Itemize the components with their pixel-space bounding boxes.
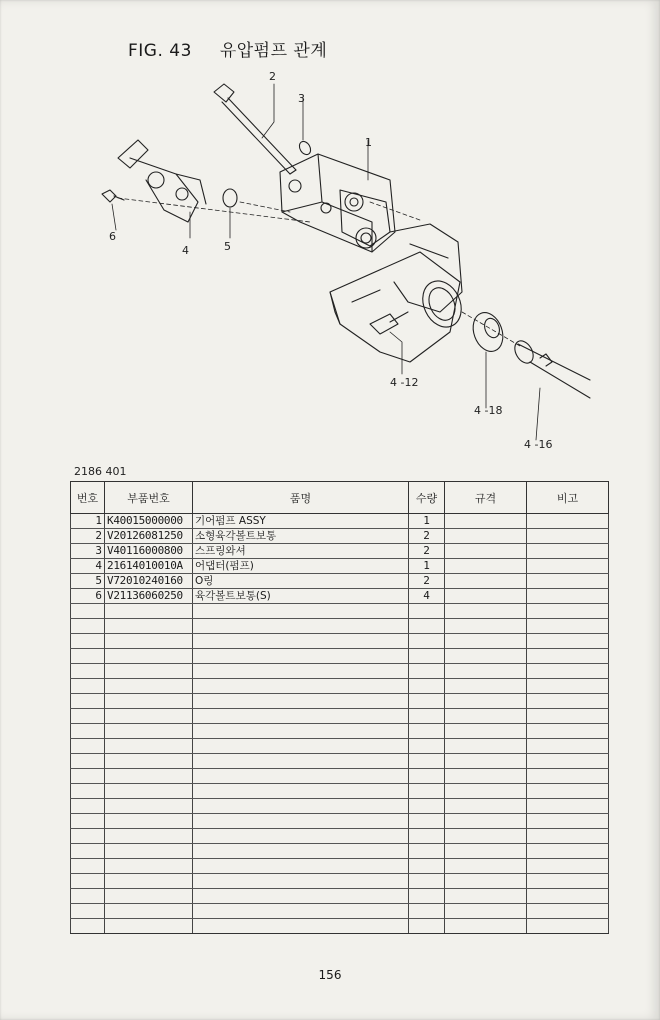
cell-spec [445,649,527,664]
cell-qty [409,769,445,784]
cell-spec [445,754,527,769]
cell-part [105,844,193,859]
cell-no [71,679,105,694]
table-row [71,874,609,889]
cell-part [105,919,193,934]
cell-qty [409,844,445,859]
table-row [71,829,609,844]
cell-no [71,919,105,934]
cell-name [193,649,409,664]
cell-note [527,844,609,859]
parts-table-body [71,514,609,934]
cell-name [193,724,409,739]
cell-spec [445,604,527,619]
callout-3: 3 [298,92,305,105]
cell-spec [445,919,527,934]
cell-no: 1 [71,514,105,529]
table-row [71,754,609,769]
cell-part [105,784,193,799]
cell-spec [445,544,527,559]
cell-note [527,919,609,934]
cell-spec [445,829,527,844]
cell-qty: 1 [409,514,445,529]
cell-spec [445,904,527,919]
exploded-parts-diagram [90,62,600,462]
cell-no [71,814,105,829]
figure-caption: 유압펌프 관계 [219,41,328,61]
callout-4-18: 4 -18 [474,404,503,417]
cell-name [193,604,409,619]
cell-part: 21614010010A [105,559,193,574]
table-row [71,589,609,604]
cell-qty [409,919,445,934]
cell-no [71,709,105,724]
document-code: 2186 401 [74,465,127,478]
cell-part [105,889,193,904]
table-row [71,514,609,529]
cell-part: V20126081250 [105,529,193,544]
cell-no [71,874,105,889]
cell-part [105,709,193,724]
table-row [71,709,609,724]
cell-note [527,559,609,574]
cell-spec [445,559,527,574]
cell-part [105,769,193,784]
cell-spec [445,679,527,694]
cell-spec [445,634,527,649]
cell-qty [409,604,445,619]
cell-no: 2 [71,529,105,544]
cell-name [193,769,409,784]
cell-name [193,784,409,799]
cell-name: O링 [193,574,409,589]
cell-note [527,814,609,829]
cell-name [193,619,409,634]
cell-part: V40116000800 [105,544,193,559]
table-header-row [71,482,609,514]
cell-qty [409,619,445,634]
cell-name [193,859,409,874]
table-row [71,889,609,904]
cell-qty: 2 [409,574,445,589]
figure-title [128,36,327,61]
cell-name [193,889,409,904]
cell-note [527,709,609,724]
cell-name [193,679,409,694]
table-row [71,544,609,559]
cell-part: V21136060250 [105,589,193,604]
cell-no [71,694,105,709]
cell-part [105,694,193,709]
cell-qty [409,694,445,709]
cell-name [193,739,409,754]
figure-number: FIG. 43 [128,41,192,61]
cell-note [527,664,609,679]
hose-drawing [511,338,590,398]
cell-name: 어댑터(펌프) [193,559,409,574]
cell-spec [445,664,527,679]
cell-part [105,739,193,754]
cell-name [193,844,409,859]
cell-part [105,904,193,919]
table-row [71,604,609,619]
cell-note [527,859,609,874]
cell-no [71,889,105,904]
cell-name [193,919,409,934]
cell-no [71,739,105,754]
table-row [71,664,609,679]
cell-spec [445,874,527,889]
cell-note [527,649,609,664]
cell-part [105,679,193,694]
callout-1: 1 [365,136,372,149]
cell-note [527,544,609,559]
cell-spec [445,844,527,859]
table-row [71,529,609,544]
cell-note [527,529,609,544]
cell-spec [445,739,527,754]
cell-name [193,709,409,724]
cell-no [71,859,105,874]
cell-part: V72010240160 [105,574,193,589]
cell-no [71,904,105,919]
cell-name [193,634,409,649]
cell-note [527,874,609,889]
cell-no [71,769,105,784]
cell-note [527,694,609,709]
cell-no: 3 [71,544,105,559]
adapter-housing-drawing [390,224,468,333]
table-row [71,844,609,859]
cell-qty [409,634,445,649]
cell-part [105,814,193,829]
cell-note [527,829,609,844]
table-row [71,784,609,799]
cell-note [527,589,609,604]
header-part-number: 부품번호 [105,482,193,514]
cell-spec [445,814,527,829]
cell-note [527,799,609,814]
flange-adapter-drawing [118,140,206,222]
cell-qty: 2 [409,529,445,544]
cell-part [105,754,193,769]
spring-washer-drawing [297,139,313,156]
callout-leaders [112,84,540,440]
cell-spec [445,784,527,799]
cell-note [527,679,609,694]
bracket-drawing [330,252,460,362]
cell-note [527,904,609,919]
cell-part [105,859,193,874]
cell-no: 4 [71,559,105,574]
cell-spec [445,799,527,814]
callout-2: 2 [269,70,276,83]
cell-qty [409,904,445,919]
gear-pump-drawing [280,154,395,252]
cell-name: 육각볼트보통(S) [193,589,409,604]
cell-spec [445,859,527,874]
cell-note [527,619,609,634]
cell-qty [409,784,445,799]
cell-qty [409,724,445,739]
cell-note [527,769,609,784]
table-row [71,724,609,739]
cell-no [71,829,105,844]
cell-no [71,664,105,679]
cell-qty: 1 [409,559,445,574]
cell-spec [445,574,527,589]
table-row [71,574,609,589]
long-bolt-drawing [214,84,296,174]
cell-no: 5 [71,574,105,589]
cell-name [193,904,409,919]
cell-name: 소형육각볼트보통 [193,529,409,544]
table-row [71,694,609,709]
cell-qty [409,814,445,829]
cell-qty [409,709,445,724]
cell-name [193,814,409,829]
cell-part [105,664,193,679]
cell-part [105,724,193,739]
table-row [71,904,609,919]
table-row [71,814,609,829]
table-row [71,919,609,934]
cell-part [105,619,193,634]
cell-qty [409,889,445,904]
cell-no [71,799,105,814]
table-row [71,859,609,874]
cell-note [527,574,609,589]
table-row [71,619,609,634]
parts-list-table [70,481,609,934]
cell-qty [409,829,445,844]
assembly-centerlines [118,198,520,346]
cell-qty: 4 [409,589,445,604]
header-no: 번호 [71,482,105,514]
cell-part [105,829,193,844]
cell-part [105,634,193,649]
header-part-name: 품명 [193,482,409,514]
cell-no [71,754,105,769]
cell-no [71,619,105,634]
cell-spec [445,724,527,739]
cell-no [71,784,105,799]
cell-no [71,844,105,859]
header-remarks: 비고 [527,482,609,514]
cell-spec [445,514,527,529]
cell-qty [409,649,445,664]
cell-name: 기어펌프 ASSY [193,514,409,529]
header-quantity: 수량 [409,482,445,514]
cell-qty [409,754,445,769]
cell-note [527,514,609,529]
cell-name [193,694,409,709]
seal-ring-drawing [468,308,508,355]
cell-name [193,799,409,814]
cell-note [527,889,609,904]
cell-spec [445,769,527,784]
callout-4: 4 [182,244,189,257]
cell-spec [445,529,527,544]
cell-qty: 2 [409,544,445,559]
cell-name [193,874,409,889]
cell-no [71,634,105,649]
cell-name: 스프링와셔 [193,544,409,559]
cell-qty [409,664,445,679]
cell-qty [409,799,445,814]
cell-no: 6 [71,589,105,604]
cell-qty [409,859,445,874]
cell-qty [409,874,445,889]
table-row [71,739,609,754]
callout-4-16: 4 -16 [524,438,553,451]
table-row [71,649,609,664]
cell-no [71,649,105,664]
page-number: 156 [318,968,342,982]
callout-6: 6 [109,230,116,243]
header-spec: 규격 [445,482,527,514]
cell-note [527,724,609,739]
table-row [71,634,609,649]
hex-bolt-drawing [102,190,124,202]
cell-spec [445,694,527,709]
cell-no [71,724,105,739]
cell-name [193,664,409,679]
table-row [71,769,609,784]
callout-5: 5 [224,240,231,253]
cell-part [105,604,193,619]
cell-qty [409,739,445,754]
cell-note [527,754,609,769]
o-ring-drawing [223,189,237,207]
cell-part [105,874,193,889]
cell-name [193,754,409,769]
cell-name [193,829,409,844]
cell-note [527,739,609,754]
cell-spec [445,889,527,904]
cell-spec [445,619,527,634]
table-row [71,559,609,574]
cell-spec [445,589,527,604]
cell-no [71,604,105,619]
cell-part [105,649,193,664]
cell-part [105,799,193,814]
callout-4-12: 4 -12 [390,376,419,389]
cell-part: K40015000000 [105,514,193,529]
table-row [71,799,609,814]
cell-spec [445,709,527,724]
table-row [71,679,609,694]
cell-note [527,604,609,619]
cell-qty [409,679,445,694]
cell-note [527,784,609,799]
cell-note [527,634,609,649]
